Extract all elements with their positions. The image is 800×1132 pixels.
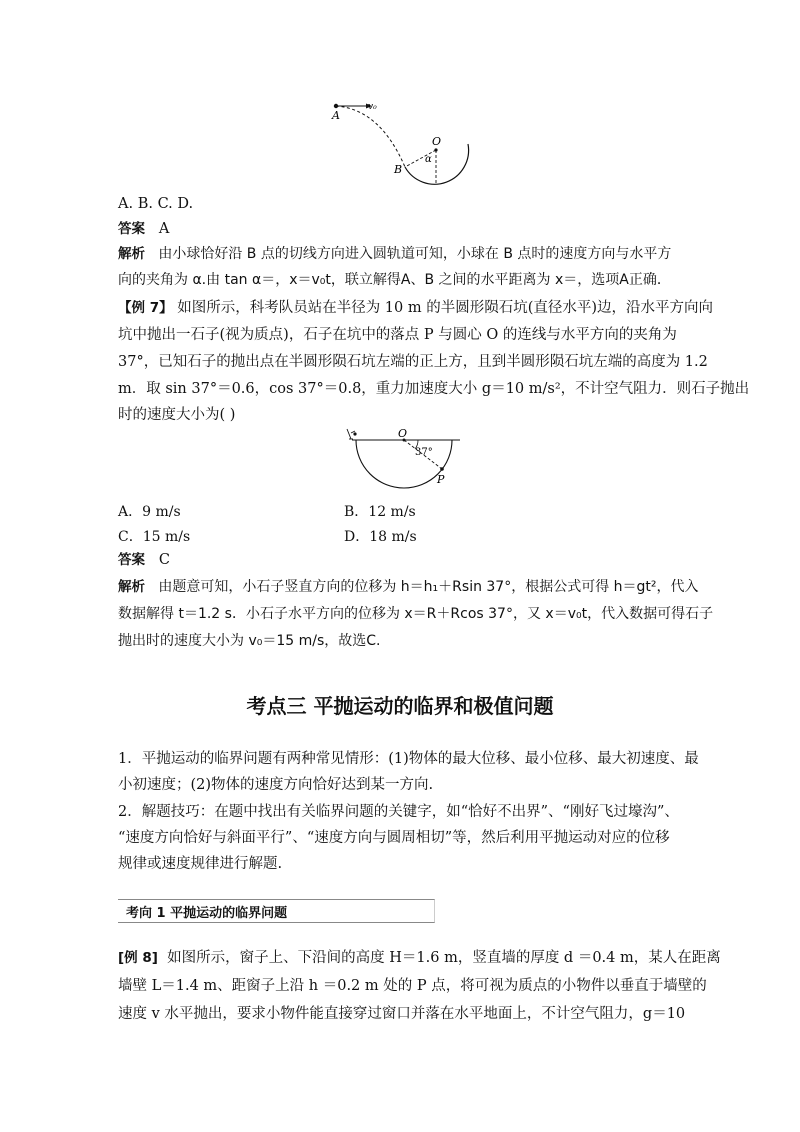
example-7-line-5: 时的速度大小为( ) [118, 407, 236, 423]
example-7-line-4: m．取 sin 37°＝0.6，cos 37°＝0.8，重力加速度大小 g＝10 m/s²，不计空气阻力．则石子抛出 [118, 381, 750, 397]
explanation-2-line-1 [118, 577, 699, 597]
explanation-2-line-3: 抛出时的速度大小为 v₀＝15 m/s，故选C. [118, 633, 381, 649]
label-b: B [394, 163, 403, 176]
point-1-line-2: 小初速度；(2)物体的速度方向恰好达到某一方向. [118, 777, 434, 793]
example-8-line-1 [118, 948, 721, 968]
answer-value: C [158, 552, 170, 568]
label-a: A [332, 109, 340, 122]
label-o: O [432, 135, 442, 148]
example-7-line-3: 37°，已知石子的抛出点在半圆形陨石坑左端的正上方，且到半圆形陨石坑左端的高度为 1.2 [118, 354, 708, 370]
choice-c: C．15 m/s [118, 529, 191, 545]
example-8-line-3: 速度 v 水平抛出，要求小物件能直接穿过窗口并落在水平地面上，不计空气阻力，g＝10 [118, 1006, 686, 1022]
example-8-tag: [例 8] [118, 950, 158, 966]
choice-b: B．12 m/s [344, 504, 416, 520]
options-line: A. B. C. D. [118, 196, 194, 212]
example-8-text-1: 如图所示，窗子上、下沿间的高度 H＝1.6 m，竖直墙的厚度 d ＝0.4 m，某人在距离 [167, 950, 721, 966]
explanation-label: 解析 [118, 579, 145, 595]
example-8-line-2: 墙壁 L＝1.4 m、距窗子上沿 h ＝0.2 m 处的 P 点，将可视为质点的小物件以垂直于墙壁的 [118, 978, 707, 994]
figure-projectile-circular-track [320, 95, 480, 190]
explanation-2-line-2: 数据解得 t＝1.2 s．小石子水平方向的位移为 x＝R＋Rcos 37°，又 x＝v₀t，代入数据可得石子 [118, 606, 714, 622]
point-2-line-3: 规律或速度规律进行解题. [118, 856, 283, 872]
label-alpha: α [425, 154, 432, 165]
point-1-line-1: 1．平抛运动的临界问题有两种常见情形：(1)物体的最大位移、最小位移、最大初速度、最 [118, 751, 699, 767]
answer-label: 答案 [118, 221, 145, 237]
label-v0: v₀ [368, 102, 377, 112]
explanation-1-line-2: 向的夹角为 α.由 tan α＝，x＝v₀t，联立解得A、B 之间的水平距离为 x＝，选项A正确． [118, 272, 671, 288]
point-2-line-1: 2．解题技巧：在题中找出有关临界问题的关键字，如“恰好不出界”、“刚好飞过壕沟”、 [118, 804, 679, 820]
label-p: P [437, 473, 445, 486]
answer-2 [118, 550, 170, 570]
example-7-text-1: 如图所示，科考队员站在半径为 10 m 的半圆形陨石坑(直径水平)边，沿水平方向向 [177, 300, 714, 316]
example-7-line-2: 坑中抛出一石子(视为质点)，石子在坑中的落点 P 与圆心 O 的连线与水平方向的夹角为 [118, 327, 677, 343]
answer-1 [118, 219, 169, 239]
explanation-1-text-1: 由小球恰好沿 B 点的切线方向进入圆轨道可知，小球在 B 点时的速度方向与水平方 [158, 246, 672, 262]
subsection-header [118, 899, 435, 923]
point-2-line-2: “速度方向恰好与斜面平行”、“速度方向与圆周相切”等，然后利用平抛运动对应的位移 [118, 830, 670, 846]
choice-a: A．9 m/s [118, 504, 181, 520]
section-title: 考点三 平抛运动的临界和极值问题 [246, 694, 554, 718]
explanation-2-text-1: 由题意可知，小石子竖直方向的位移为 h＝h₁＋Rsin 37°，根据公式可得 h＝gt²，代入 [158, 579, 699, 595]
example-7-tag: 【例 7】 [118, 300, 173, 316]
figure-semicircle-crater [338, 425, 468, 497]
choice-d: D．18 m/s [344, 529, 417, 545]
example-7-line-1 [118, 298, 713, 318]
answer-value: A [158, 221, 170, 237]
subsection-label: 考向 1 平抛运动的临界问题 [126, 906, 288, 921]
label-angle: 37° [415, 447, 433, 458]
explanation-1-line-1 [118, 244, 671, 264]
explanation-label: 解析 [118, 246, 145, 262]
answer-label: 答案 [118, 552, 145, 568]
label-o: O [398, 427, 408, 440]
